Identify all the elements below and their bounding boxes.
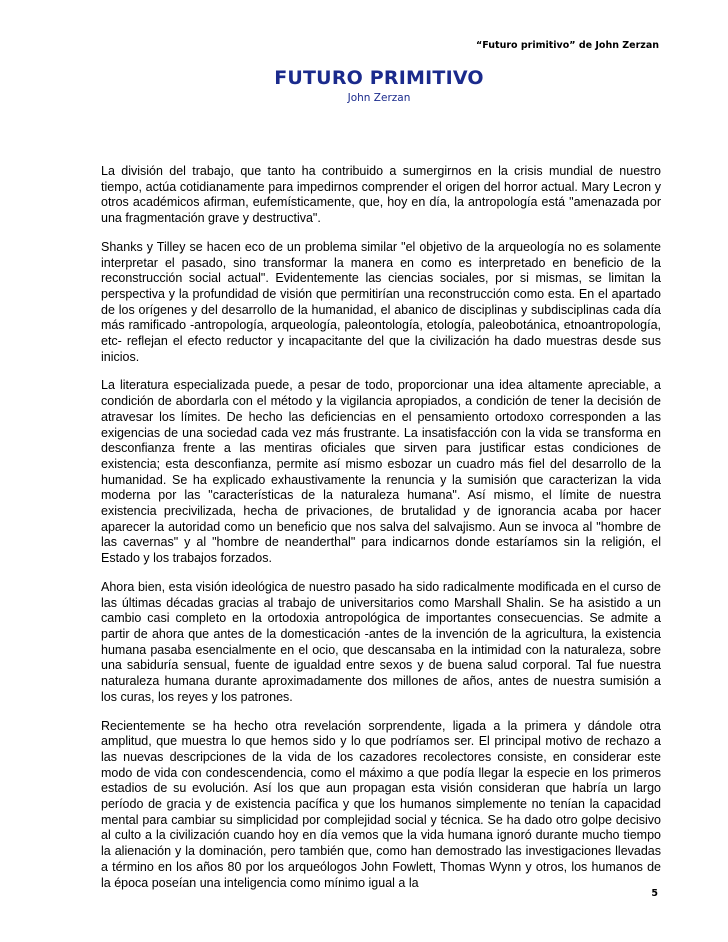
author-name: John Zerzan	[347, 92, 411, 104]
page-number: 5	[651, 888, 658, 899]
paragraph: La literatura especializada puede, a pesar de todo, proporcionar una idea altamente apreciable, a condición de abordarla con el método y la vigilancia apropiados, a condición de tener la decisión de atravesar los límites. De hecho las deficiencias en el pensamiento ortodoxo corresponden a las exigencias de una sociedad cada vez más frustrante. La insatisfacción con la vida se transforma en desconfianza frente a las mentiras oficiales que sirven para justificar estas condiciones de existencia; esta desconfianza, permite así mismo esbozar un cuadro más fiel del desarrollo de la humanidad. Se ha explicado exhaustivamente la renuncia y la sumisión que caracterizan la vida moderna por las "características de la naturaleza humana". Así mismo, el límite de nuestra existencia precivilizada, hecha de privaciones, de brutalidad y de ignorancia acaba por hacer aparecer la autoridad como un beneficio que nos salva del salvajismo. Aun se invoca al "hombre de las cavernas" y al "hombre de neanderthal" para indicarnos donde estaríamos sin la religión, el Estado y los trabajos forzados.	[101, 378, 661, 566]
running-header: “Futuro primitivo” de John Zerzan	[476, 40, 659, 51]
paragraph: Shanks y Tilley se hacen eco de un problema similar "el objetivo de la arqueología no es solamente interpretar el pasado, sino transformar la manera en como es interpretado en beneficio de la reconstrucción social actual". Evidentemente las ciencias sociales, por si mismas, se limitan la perspectiva y la profundidad de visión que permitirían una reconstrucción como esta. En el apartado de los orígenes y del desarrollo de la humanidad, el abanico de disciplinas y subdisciplinas cada día más ramificado -antropología, arqueología, paleontología, etología, paleobotánica, etnoantropología, etc- reflejan el efecto reductor y incapacitante del que la civilización ha dado muestras desde sus inicios.	[101, 239, 661, 364]
paragraph: Ahora bien, esta visión ideológica de nuestro pasado ha sido radicalmente modificada en el curso de las últimas décadas gracias al trabajo de universitarios como Marshall Shalin. Se ha asistido a un cambio casi completo en la ortodoxia antropológica de importantes consecuencias. Se admite a partir de ahora que antes de la domesticación -antes de la invención de la agricultura, la existencia humana pasaba esencialmente en el ocio, que descansaba en la intimidad con la naturaleza, sobre una sabiduría sensual, fuente de igualdad entre sexos y de buena salud corporal. Tal fue nuestra naturaleza humana durante aproximadamente dos millones de años, antes de nuestra sumisión a los curas, los reyes y los patrones.	[101, 579, 661, 704]
paragraph: Recientemente se ha hecho otra revelación sorprendente, ligada a la primera y dándole otra amplitud, que muestra lo que hemos sido y lo que podríamos ser. El principal motivo de rechazo a las nuevas descripciones de la vida de los cazadores recolectores consiste, en considerar este modo de vida con condescendencia, como el máximo a que podía llegar la especie en los primeros estadios de su evolución. Así los que aun propagan esta visión consideran que habría un largo período de gracia y de existencia pacífica y que los humanos simplemente no tenían la capacidad mental para cambiar su simplicidad por complejidad social y técnica. Se ha dado otro golpe decisivo al culto a la civilización cuando hoy en día vemos que la vida humana ignoró durante mucho tiempo la alienación y la dominación, pero también que, como han demostrado las investigaciones llevadas a término en los años 80 por los arqueólogos John Fowlett, Thomas Wynn y otros, los humanos de la época poseían una inteligencia como mínimo igual a la	[101, 718, 661, 890]
body-text	[101, 164, 661, 904]
page-title: FUTURO PRIMITIVO	[274, 67, 484, 89]
paragraph: La división del trabajo, que tanto ha contribuido a sumergirnos en la crisis mundial de nuestro tiempo, actúa cotidianamente para impedirnos comprender el origen del horror actual. Mary Lecron y otros académicos afirman, eufemísticamente, que, hoy en día, la antropología está "amenazada por una fragmentación grave y destructiva".	[101, 164, 661, 226]
